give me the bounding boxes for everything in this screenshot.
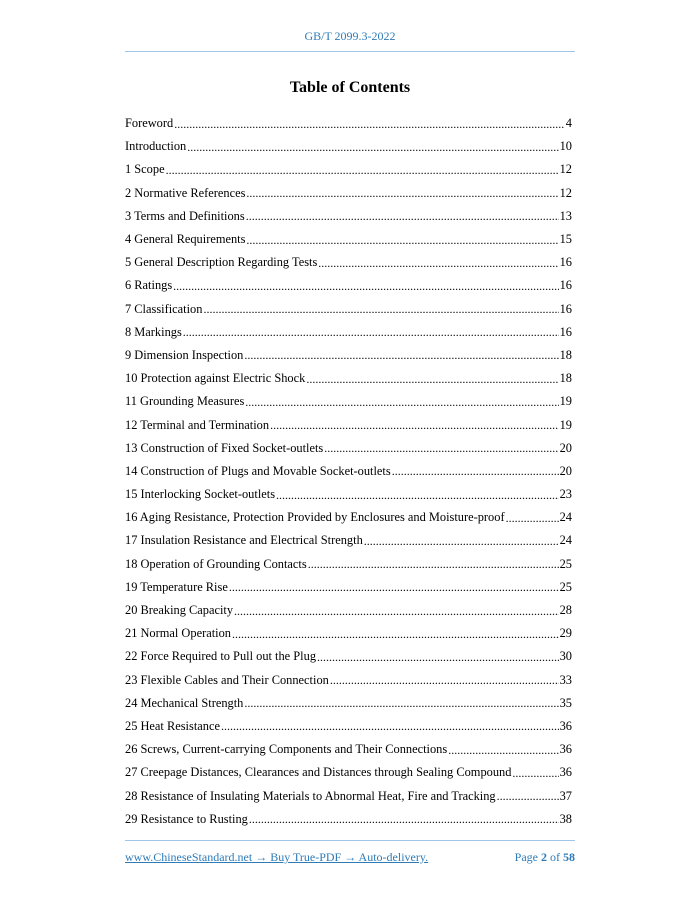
- toc-entry[interactable]: [125, 344, 572, 367]
- toc-dot-leader: [187, 141, 558, 153]
- toc-entry[interactable]: [125, 413, 572, 436]
- toc-entry-title: 18 Operation of Grounding Contacts: [125, 556, 307, 571]
- toc-entry-title: 1 Scope: [125, 162, 165, 177]
- toc-dot-leader: [173, 280, 558, 292]
- toc-dot-leader: [245, 396, 558, 408]
- toc-entry-title: 20 Breaking Capacity: [125, 603, 234, 618]
- page-footer: [125, 850, 575, 865]
- toc-dot-leader: [221, 720, 559, 732]
- toc-dot-leader: [183, 326, 559, 338]
- toc-entry[interactable]: [125, 460, 572, 483]
- toc-entry-title: 26 Screws, Current-carrying Components and Their Connections: [125, 742, 448, 757]
- toc-entry[interactable]: [125, 715, 572, 738]
- toc-entry[interactable]: [125, 321, 572, 344]
- table-of-contents: [125, 112, 572, 831]
- toc-entry-page: 18: [559, 371, 572, 386]
- toc-entry[interactable]: [125, 529, 572, 552]
- toc-entry[interactable]: [125, 645, 572, 668]
- toc-entry[interactable]: [125, 298, 572, 321]
- toc-dot-leader: [270, 419, 559, 431]
- toc-dot-leader: [234, 605, 559, 617]
- page-title: Table of Contents: [289, 79, 411, 96]
- header-divider: [125, 51, 575, 52]
- toc-entry-page: 16: [559, 255, 572, 270]
- toc-entry[interactable]: [125, 506, 572, 529]
- toc-dot-leader: [392, 465, 559, 477]
- toc-entry-title: 13 Construction of Fixed Socket-outlets: [125, 440, 324, 455]
- toc-entry-page: 28: [559, 603, 572, 618]
- toc-entry-title: 2 Normative References: [125, 185, 246, 200]
- toc-entry-page: 16: [559, 278, 572, 293]
- toc-entry[interactable]: [125, 761, 572, 784]
- toc-dot-leader: [306, 373, 558, 385]
- toc-dot-leader: [244, 697, 558, 709]
- toc-entry-page: 23: [559, 487, 572, 502]
- toc-dot-leader: [512, 767, 558, 779]
- toc-entry-title: 4 General Requirements: [125, 232, 246, 247]
- toc-entry[interactable]: [125, 274, 572, 297]
- toc-entry-title: 21 Normal Operation: [125, 626, 231, 641]
- toc-entry-title: 24 Mechanical Strength: [125, 695, 244, 710]
- toc-entry[interactable]: [125, 808, 572, 831]
- store-link[interactable]: www.ChineseStandard.net → Buy True-PDF → Auto-delivery.: [125, 850, 429, 864]
- toc-entry-title: 6 Ratings: [125, 278, 173, 293]
- toc-entry-title: 22 Force Required to Pull out the Plug: [125, 649, 317, 664]
- toc-entry-page: 25: [559, 579, 572, 594]
- toc-entry-title: 16 Aging Resistance, Protection Provided by Enclosures and Moisture-proof: [125, 510, 505, 525]
- toc-entry-page: 24: [559, 510, 572, 525]
- toc-dot-leader: [232, 628, 559, 640]
- toc-entry[interactable]: [125, 112, 572, 135]
- toc-dot-leader: [166, 164, 559, 176]
- toc-entry-title: 9 Dimension Inspection: [125, 347, 244, 362]
- toc-entry-page: 29: [559, 626, 572, 641]
- page-current: 2: [541, 850, 547, 864]
- toc-entry-page: 38: [559, 811, 572, 826]
- toc-entry-page: 37: [559, 788, 572, 803]
- toc-entry-title: 8 Markings: [125, 324, 182, 339]
- toc-entry[interactable]: [125, 205, 572, 228]
- toc-entry-page: 20: [559, 440, 572, 455]
- toc-dot-leader: [174, 118, 565, 130]
- toc-entry[interactable]: [125, 599, 572, 622]
- toc-entry-title: 15 Interlocking Socket-outlets: [125, 487, 276, 502]
- toc-entry[interactable]: [125, 483, 572, 506]
- toc-entry-page: 18: [559, 347, 572, 362]
- toc-entry-title: 3 Terms and Definitions: [125, 208, 245, 223]
- toc-entry-page: 35: [559, 695, 572, 710]
- toc-entry[interactable]: [125, 784, 572, 807]
- toc-entry-page: 12: [559, 185, 572, 200]
- toc-entry[interactable]: [125, 669, 572, 692]
- toc-dot-leader: [497, 790, 559, 802]
- toc-entry-page: 10: [559, 139, 572, 154]
- toc-entry-title: 27 Creepage Distances, Clearances and Distances through Sealing Compound: [125, 765, 512, 780]
- toc-entry-title: 29 Resistance to Rusting: [125, 811, 248, 826]
- toc-entry[interactable]: [125, 182, 572, 205]
- document-header: GB/T 2099.3-2022: [304, 29, 396, 43]
- toc-entry-page: 12: [559, 162, 572, 177]
- toc-entry[interactable]: [125, 251, 572, 274]
- toc-dot-leader: [246, 210, 559, 222]
- toc-entry-title: 14 Construction of Plugs and Movable Socket-outlets: [125, 463, 391, 478]
- toc-entry[interactable]: [125, 437, 572, 460]
- footer-divider: [125, 840, 575, 841]
- toc-entry[interactable]: [125, 553, 572, 576]
- toc-entry-title: 7 Classification: [125, 301, 203, 316]
- toc-entry-title: 10 Protection against Electric Shock: [125, 371, 306, 386]
- toc-entry[interactable]: [125, 367, 572, 390]
- toc-dot-leader: [308, 558, 559, 570]
- toc-entry[interactable]: [125, 228, 572, 251]
- toc-entry-title: 11 Grounding Measures: [125, 394, 245, 409]
- toc-entry[interactable]: [125, 390, 572, 413]
- toc-dot-leader: [246, 187, 558, 199]
- toc-entry-title: 5 General Description Regarding Tests: [125, 255, 318, 270]
- toc-entry-page: 16: [559, 301, 572, 316]
- page-total: 58: [563, 850, 575, 864]
- toc-dot-leader: [203, 303, 558, 315]
- toc-dot-leader: [506, 512, 559, 524]
- toc-entry-title: 17 Insulation Resistance and Electrical Strength: [125, 533, 363, 548]
- toc-dot-leader: [249, 813, 559, 825]
- toc-entry-title: 28 Resistance of Insulating Materials to Abnormal Heat, Fire and Tracking: [125, 788, 496, 803]
- toc-entry[interactable]: [125, 576, 572, 599]
- toc-entry-title: 19 Temperature Rise: [125, 579, 228, 594]
- toc-entry-page: 30: [559, 649, 572, 664]
- toc-entry-title: Foreword: [125, 116, 174, 131]
- toc-dot-leader: [317, 651, 559, 663]
- toc-dot-leader: [330, 674, 559, 686]
- toc-entry-page: 16: [559, 324, 572, 339]
- toc-entry-page: 19: [559, 417, 572, 432]
- toc-entry-page: 4: [565, 116, 572, 131]
- toc-dot-leader: [246, 234, 558, 246]
- toc-entry-page: 36: [559, 742, 572, 757]
- toc-entry[interactable]: [125, 738, 572, 761]
- toc-entry[interactable]: [125, 158, 572, 181]
- toc-entry-title: 23 Flexible Cables and Their Connection: [125, 672, 329, 687]
- toc-entry-page: 15: [559, 232, 572, 247]
- toc-entry-title: 12 Terminal and Termination: [125, 417, 270, 432]
- toc-entry[interactable]: [125, 135, 572, 158]
- toc-dot-leader: [229, 581, 559, 593]
- page-number: [515, 850, 575, 865]
- toc-dot-leader: [244, 349, 558, 361]
- toc-entry-page: 36: [559, 765, 572, 780]
- toc-dot-leader: [276, 489, 559, 501]
- page-of: of: [550, 850, 560, 864]
- toc-entry-page: 33: [559, 672, 572, 687]
- page-label: Page: [514, 850, 538, 864]
- toc-dot-leader: [364, 535, 559, 547]
- toc-entry-page: 25: [559, 556, 572, 571]
- toc-entry-title: Introduction: [125, 139, 187, 154]
- toc-dot-leader: [448, 744, 558, 756]
- toc-entry-title: 25 Heat Resistance: [125, 718, 220, 733]
- toc-entry[interactable]: [125, 692, 572, 715]
- toc-entry-page: 20: [559, 463, 572, 478]
- toc-entry-page: 13: [559, 208, 572, 223]
- toc-dot-leader: [324, 442, 558, 454]
- toc-entry-page: 19: [559, 394, 572, 409]
- toc-entry-page: 24: [559, 533, 572, 548]
- toc-dot-leader: [318, 257, 558, 269]
- toc-entry[interactable]: [125, 622, 572, 645]
- toc-entry-page: 36: [559, 718, 572, 733]
